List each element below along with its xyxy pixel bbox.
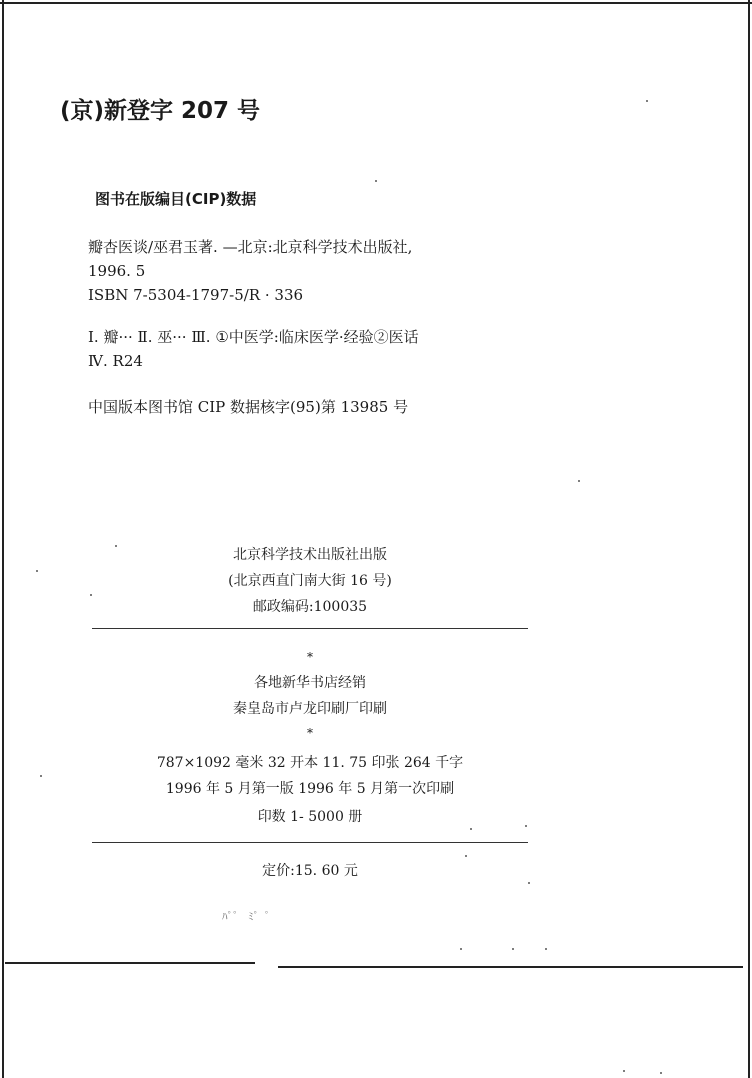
- cip-bibliographic-line: 瓣杏医谈/巫君玉著. —北京:北京科学技术出版社,: [88, 238, 413, 256]
- scan-smudge: ﾊﾟﾟ ﾐﾟ ﾟ: [222, 910, 274, 923]
- cip-classification-line: Ⅳ. R24: [88, 352, 143, 370]
- scan-speck: [375, 180, 377, 182]
- cip-year-line: 1996. 5: [88, 262, 146, 280]
- scan-speck: [115, 545, 117, 547]
- scan-speck: [578, 480, 580, 482]
- scan-speck: [465, 855, 467, 857]
- scan-border-top: [0, 2, 752, 4]
- scan-line-right: [278, 966, 743, 968]
- scan-border-right: [748, 0, 750, 1078]
- print-run: 印数 1- 5000 册: [257, 809, 363, 825]
- publisher-address: (北京西直门南大街 16 号): [228, 573, 392, 589]
- scan-speck: [528, 882, 530, 884]
- scan-speck: [470, 828, 472, 830]
- scan-border-left: [2, 0, 4, 1078]
- scan-speck: [646, 100, 648, 102]
- scan-speck: [460, 948, 462, 950]
- price: 定价:15. 60 元: [262, 863, 358, 879]
- scan-speck: [90, 594, 92, 596]
- divider-bottom: [92, 842, 528, 843]
- cip-title: 图书在版编目(CIP)数据: [95, 190, 257, 208]
- scan-speck: [545, 948, 547, 950]
- format-specs: 787×1092 毫米 32 开本 11. 75 印张 264 千字: [156, 755, 464, 771]
- scan-speck: [36, 570, 38, 572]
- scan-speck: [40, 775, 42, 777]
- registration-number: (京)新登字 207 号: [60, 98, 261, 124]
- asterisk-separator: *: [307, 650, 313, 664]
- publisher-name: 北京科学技术出版社出版: [233, 547, 387, 563]
- cip-verification-line: 中国版本图书馆 CIP 数据核字(95)第 13985 号: [88, 398, 409, 416]
- scan-speck: [525, 825, 527, 827]
- scan-speck: [623, 1070, 625, 1072]
- asterisk-separator: *: [307, 726, 313, 740]
- scan-speck: [660, 1072, 662, 1074]
- divider-top: [92, 628, 528, 629]
- scan-speck: [512, 948, 514, 950]
- scan-line-left: [5, 962, 255, 964]
- edition-info: 1996 年 5 月第一版 1996 年 5 月第一次印刷: [165, 781, 455, 797]
- printer: 秦皇岛市卢龙印刷厂印刷: [233, 701, 387, 717]
- cip-subject-line: Ⅰ. 瓣··· Ⅱ. 巫··· Ⅲ. ①中医学:临床医学·经验②医话: [88, 328, 419, 346]
- cip-isbn-line: ISBN 7-5304-1797-5/R · 336: [88, 286, 304, 304]
- distributor: 各地新华书店经销: [254, 675, 366, 691]
- publisher-postcode: 邮政编码:100035: [252, 599, 368, 615]
